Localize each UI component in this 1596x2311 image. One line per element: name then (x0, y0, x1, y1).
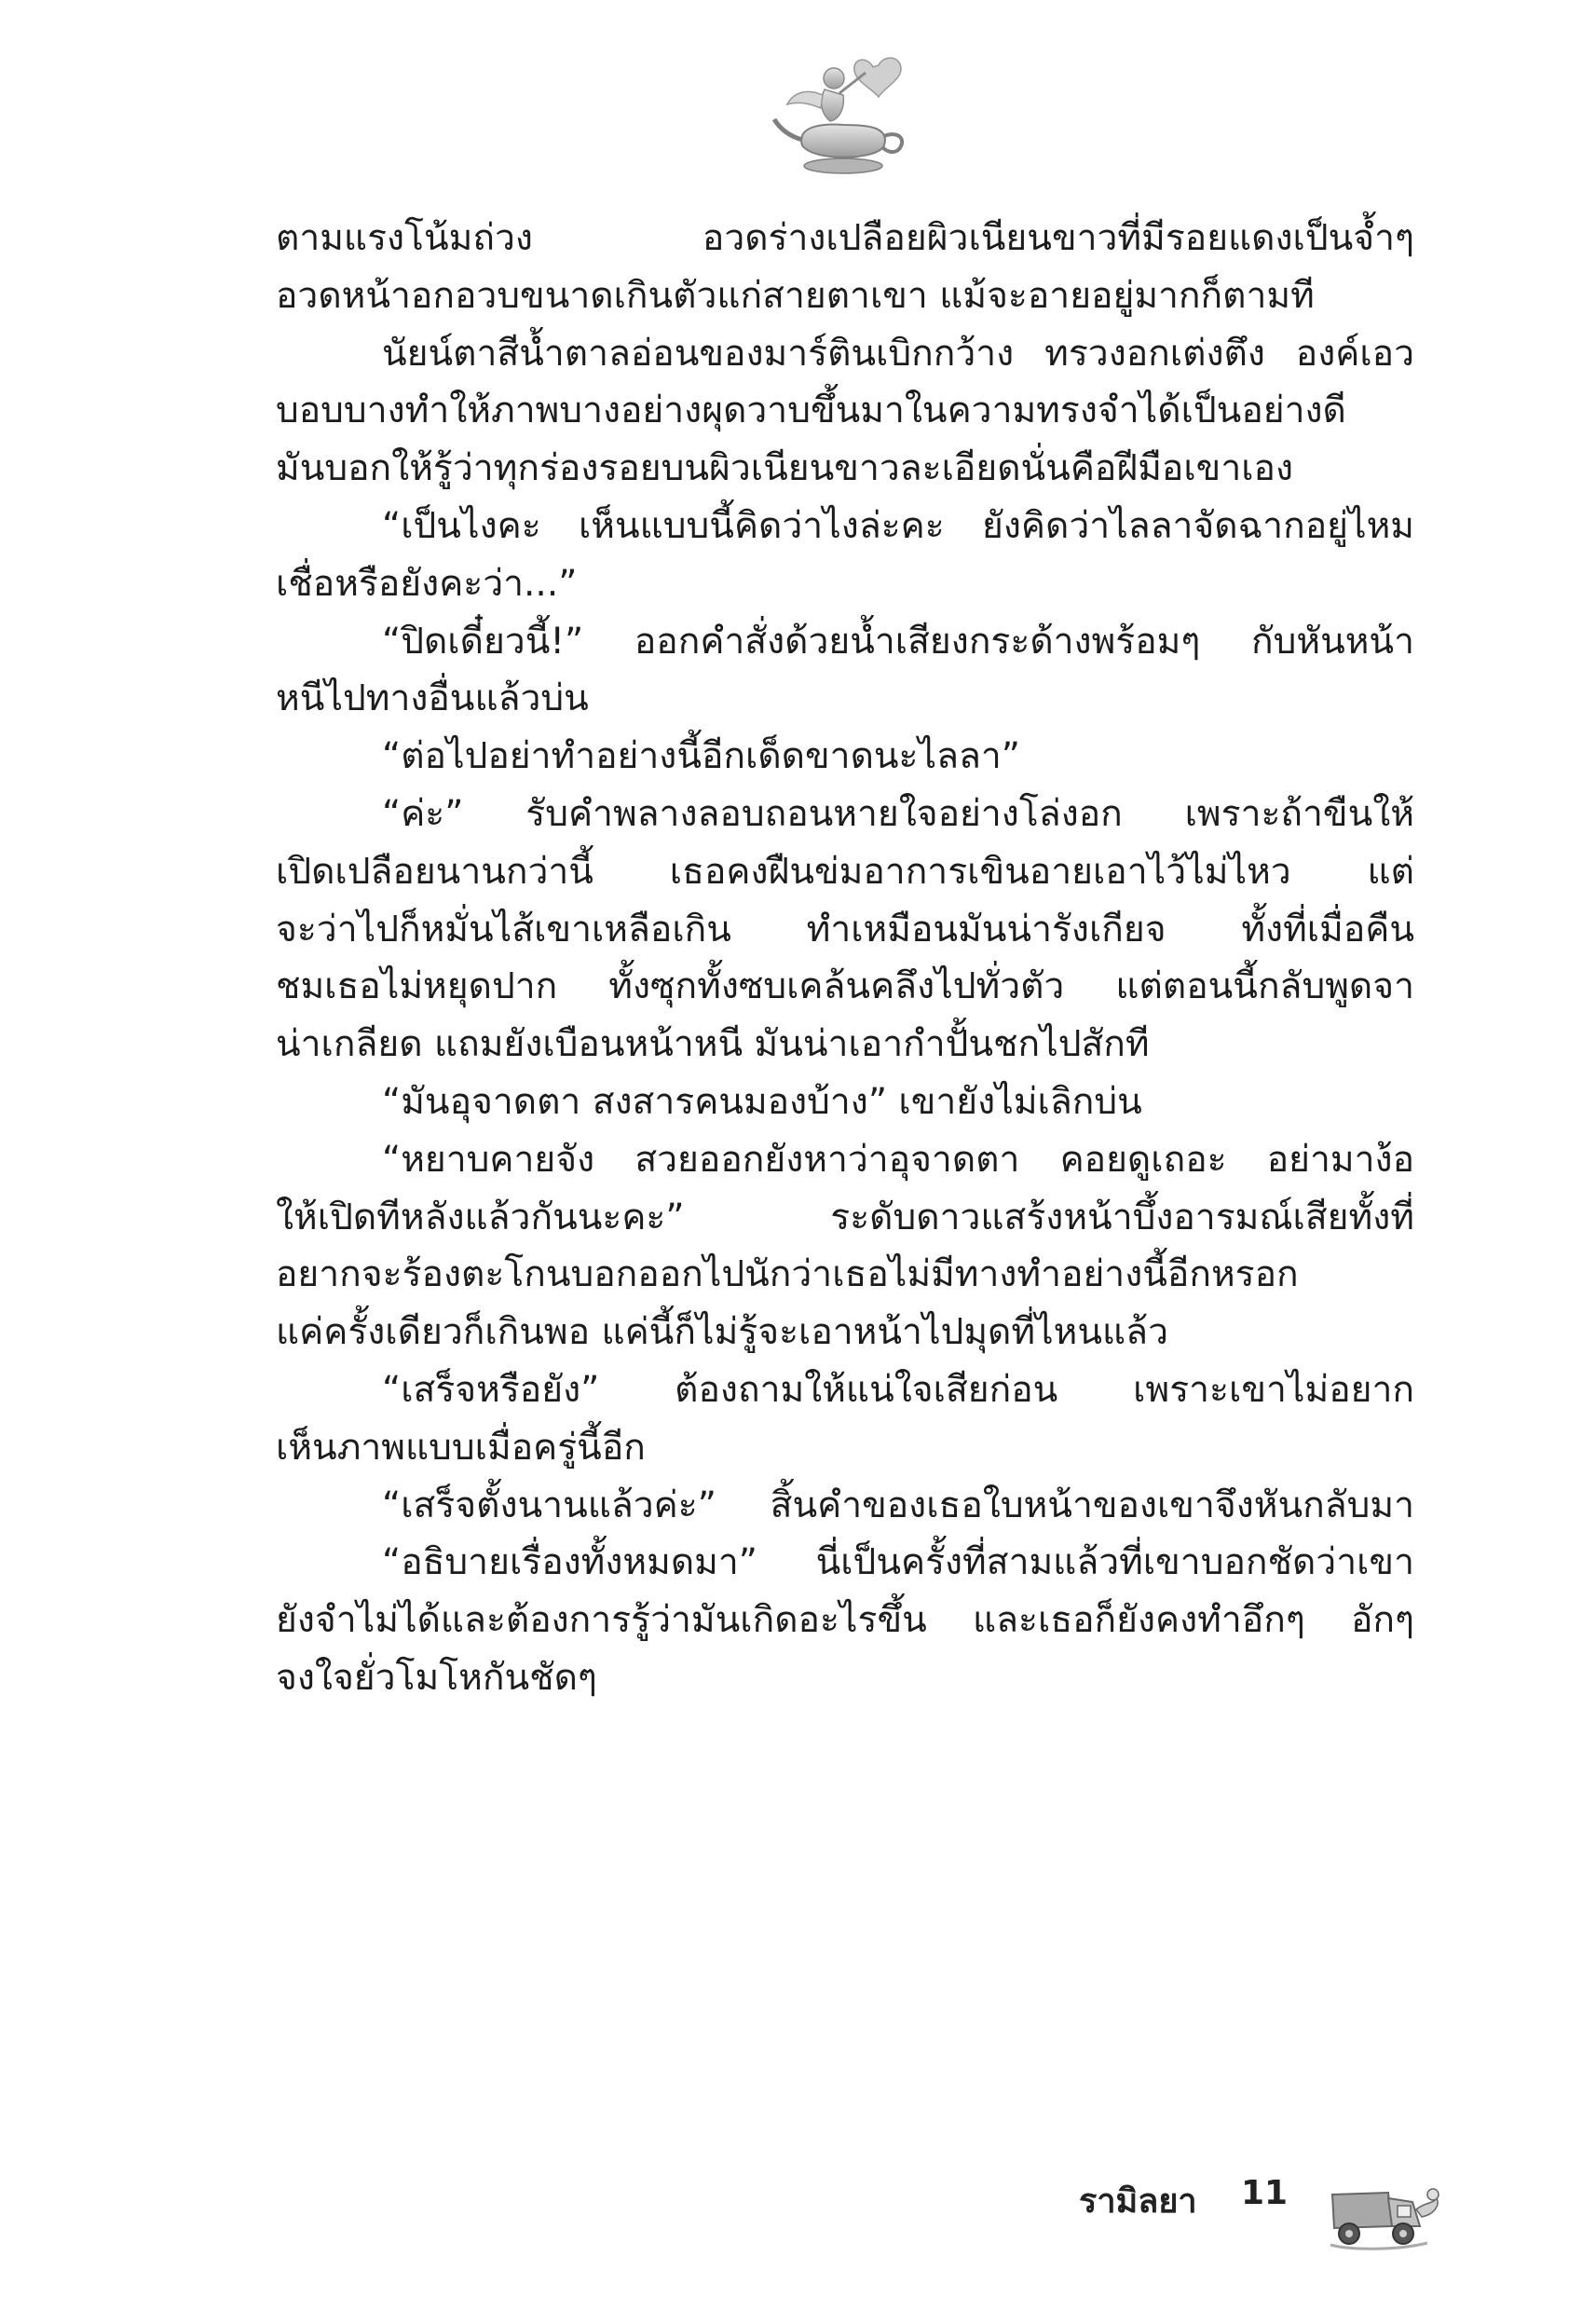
text-line-14: ชมเธอไม่หยุดปาก ทั้งซุกทั้งซบเคล้นคลึงไปทั่วตัว แต่ตอนนี้กลับพูดจา (276, 965, 1414, 1008)
text-line-20: แค่ครั้งเดียวก็เกินพอ แค่นี้ก็ไม่รู้จะเอาหน้าไปมุดที่ไหนแล้ว (276, 1311, 1168, 1354)
text-line-11: “ค่ะ” รับคำพลางลอบถอนหายใจอย่างโล่งอก เพราะถ้าขืนให้ (382, 792, 1414, 835)
book-title: รามิลยา (1079, 2182, 1197, 2221)
text-line-8: “ปิดเดี๋ยวนี้!” ออกคำสั่งด้วยน้ำเสียงกระด้างพร้อมๆ กับหันหน้า (382, 620, 1414, 663)
text-line-4: บอบบางทำให้ภาพบางอย่างผุดวาบขึ้นมาในความทรงจำได้เป็นอย่างดี (276, 390, 1346, 432)
text-line-23: “เสร็จตั้งนานแล้วค่ะ” สิ้นคำของเธอใบหน้าของเขาจึงหันกลับมา (382, 1484, 1414, 1526)
text-line-5: มันบอกให้รู้ว่าทุกร่องรอยบนผิวเนียนขาวละเอียดนั่นคือฝีมือเขาเอง (276, 447, 1294, 490)
text-line-7: เชื่อหรือยังคะว่า...” (276, 562, 578, 605)
text-line-18: ให้เปิดทีหลังแล้วกันนะคะ” ระดับดาวแสร้งหน้าบึ้งอารมณ์เสียทั้งที่ (276, 1196, 1414, 1238)
text-line-12: เปิดเปลือยนานกว่านี้ เธอคงฝืนข่มอาการเขินอายเอาไว้ไม่ไหว แต่ (276, 850, 1414, 893)
text-line-10: “ต่อไปอย่าทำอย่างนี้อีกเด็ดขาดนะไลลา” (382, 735, 1021, 778)
text-line-13: จะว่าไปก็หมั่นไส้เขาเหลือเกิน ทำเหมือนมันน่ารังเกียจ ทั้งที่เมื่อคืน (276, 908, 1414, 950)
text-line-21: “เสร็จหรือยัง” ต้องถามให้แน่ใจเสียก่อน เพราะเขาไม่อยาก (382, 1368, 1414, 1411)
text-line-9: หนีไปทางอื่นแล้วบ่น (276, 677, 589, 720)
text-line-26: จงใจยั่วโมโหกันชัดๆ (276, 1656, 597, 1699)
text-line-22: เห็นภาพแบบเมื่อครู่นี้อีก (276, 1426, 646, 1469)
text-line-25: ยังจำไม่ได้และต้องการรู้ว่ามันเกิดอะไรขึ้น และเธอก็ยังคงทำอึกๆ อักๆ (276, 1599, 1414, 1642)
text-line-3: นัยน์ตาสีน้ำตาลอ่อนของมาร์ตินเบิกกว้าง ทรวงอกเต่งตึง องค์เอว (382, 332, 1414, 375)
text-line-24: “อธิบายเรื่องทั้งหมดมา” นี่เป็นครั้งที่สามแล้วที่เขาบอกชัดว่าเขา (382, 1541, 1414, 1584)
text-line-6: “เป็นไงคะ เห็นแบบนี้คิดว่าไงล่ะคะ ยังคิดว่าไลลาจัดฉากอยู่ไหม (382, 504, 1414, 547)
text-line-19: อยากจะร้องตะโกนบอกออกไปนักว่าเธอไม่มีทางทำอย่างนี้อีกหรอก (276, 1253, 1299, 1296)
toy-truck-ornament-icon (1323, 2167, 1444, 2260)
text-line-17: “หยาบคายจัง สวยออกยังหาว่าอุจาดตา คอยดูเถอะ อย่ามาง้อ (382, 1138, 1414, 1181)
text-line-16: “มันอุจาดตา สงสารคนมองบ้าง” เขายังไม่เลิกบ่น (382, 1080, 1142, 1123)
page-footer (0, 2167, 1596, 2278)
text-line-1: ตามแรงโน้มถ่วง อวดร่างเปลือยผิวเนียนขาวที่มีรอยแดงเป็นจ้ำๆ (276, 217, 1414, 259)
cupid-teapot-ornament-icon (769, 47, 918, 186)
page-number: 11 (1241, 2174, 1289, 2212)
story-body (276, 210, 1414, 1707)
text-line-2: อวดหน้าอกอวบขนาดเกินตัวแก่สายตาเขา แม้จะอายอยู่มากก็ตามที (276, 274, 1315, 317)
text-line-15: น่าเกลียด แถมยังเบือนหน้าหนี มันน่าเอากำปั้นชกไปสักที (276, 1023, 1150, 1066)
